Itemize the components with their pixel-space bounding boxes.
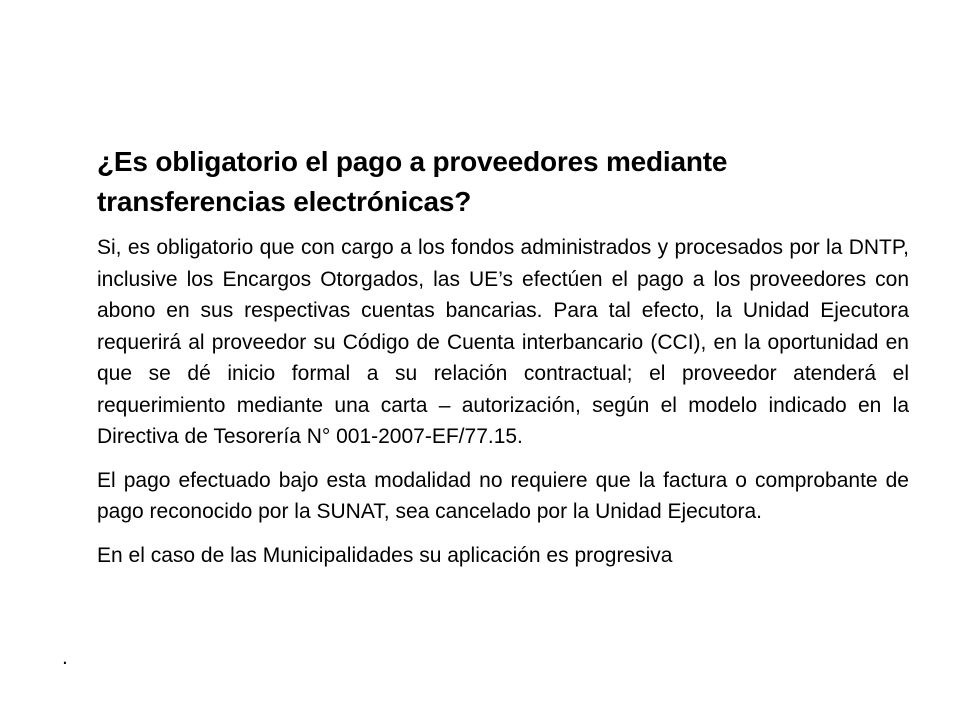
slide-content [97, 142, 909, 583]
paragraph-municipalities: En el caso de las Municipalidades su aplicación es progresiva [97, 543, 673, 567]
slide-title: ¿Es obligatorio el pago a proveedores mediante transferencias electrónicas? [97, 146, 728, 217]
paragraph-payment-modality: El pago efectuado bajo esta modalidad no requiere que la factura o comprobante de pago reconocido por la SUNAT, sea cancelado por la Unidad Ejecutora. [97, 468, 909, 523]
trailing-dot: . [62, 646, 68, 669]
paragraph-obligation: Si, es obligatorio que con cargo a los fondos administrados y procesados por la DNTP, inclusive los Encargos Otorgados, las UE’s efectúen el pago a los proveedores con abono en sus respectivas cuentas bancarias. Para tal efecto, la Unidad Ejecutora requerirá al proveedor su Código de Cuenta interbancario (CCI), en la oportunidad en que se dé inicio formal a su relación contractual; el proveedor atenderá el requerimiento mediante una carta – autorización, según el modelo indicado en la Directiva de Tesorería N° 001-2007-EF/77.15. [97, 236, 909, 448]
